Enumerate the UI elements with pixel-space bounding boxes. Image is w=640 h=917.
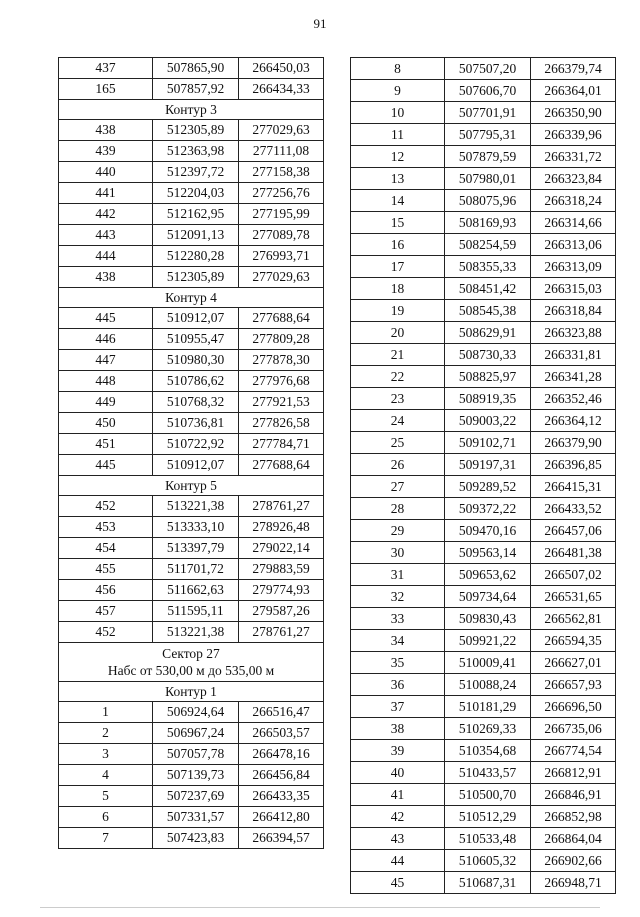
- x-coordinate-cell: 509734,64: [445, 586, 531, 608]
- table-row: [59, 807, 324, 828]
- point-number-cell: 43: [351, 828, 445, 850]
- point-number-cell: 29: [351, 520, 445, 542]
- table-row: [351, 212, 616, 234]
- table-row: [351, 410, 616, 432]
- x-coordinate-cell: 509921,22: [445, 630, 531, 652]
- y-coordinate-cell: 279774,93: [239, 580, 324, 601]
- point-number-cell: 44: [351, 850, 445, 872]
- table-row: [351, 102, 616, 124]
- y-coordinate-cell: 266364,12: [531, 410, 616, 432]
- x-coordinate-cell: 510533,48: [445, 828, 531, 850]
- point-number-cell: 8: [351, 58, 445, 80]
- y-coordinate-cell: 266396,85: [531, 454, 616, 476]
- table-row: [351, 740, 616, 762]
- x-coordinate-cell: 509289,52: [445, 476, 531, 498]
- y-coordinate-cell: 266364,01: [531, 80, 616, 102]
- table-row: [59, 350, 324, 371]
- point-number-cell: 9: [351, 80, 445, 102]
- point-number-cell: 26: [351, 454, 445, 476]
- point-number-cell: 38: [351, 718, 445, 740]
- y-coordinate-cell: 266902,66: [531, 850, 616, 872]
- point-number-cell: 45: [351, 872, 445, 894]
- table-row: [59, 538, 324, 559]
- x-coordinate-cell: 507057,78: [153, 744, 239, 765]
- point-number-cell: 39: [351, 740, 445, 762]
- point-number-cell: 21: [351, 344, 445, 366]
- x-coordinate-cell: 508629,91: [445, 322, 531, 344]
- table-row: [351, 344, 616, 366]
- contour-header-row: [59, 288, 324, 308]
- x-coordinate-cell: 510605,32: [445, 850, 531, 872]
- x-coordinate-cell: 513333,10: [153, 517, 239, 538]
- x-coordinate-cell: 510768,32: [153, 392, 239, 413]
- table-row: [351, 454, 616, 476]
- table-row: [351, 256, 616, 278]
- contour-header-row: [59, 476, 324, 496]
- point-number-cell: 41: [351, 784, 445, 806]
- point-number-cell: 16: [351, 234, 445, 256]
- y-coordinate-cell: 266379,74: [531, 58, 616, 80]
- point-number-cell: 15: [351, 212, 445, 234]
- y-coordinate-cell: 266594,35: [531, 630, 616, 652]
- x-coordinate-cell: 513397,79: [153, 538, 239, 559]
- point-number-cell: 25: [351, 432, 445, 454]
- table-row: [351, 718, 616, 740]
- table-row: [59, 141, 324, 162]
- x-coordinate-cell: 506967,24: [153, 723, 239, 744]
- contour-header: Контур 5: [59, 476, 324, 496]
- y-coordinate-cell: 266948,71: [531, 872, 616, 894]
- x-coordinate-cell: 508355,33: [445, 256, 531, 278]
- x-coordinate-cell: 507237,69: [153, 786, 239, 807]
- y-coordinate-cell: 266315,03: [531, 278, 616, 300]
- left-coordinates-table: [58, 57, 324, 849]
- x-coordinate-cell: 506924,64: [153, 702, 239, 723]
- point-number-cell: 454: [59, 538, 153, 559]
- y-coordinate-cell: 266394,57: [239, 828, 324, 849]
- table-row: [351, 366, 616, 388]
- table-row: [59, 308, 324, 329]
- point-number-cell: 23: [351, 388, 445, 410]
- point-number-cell: 28: [351, 498, 445, 520]
- table-row: [351, 300, 616, 322]
- table-row: [351, 58, 616, 80]
- table-row: [59, 496, 324, 517]
- table-row: [351, 674, 616, 696]
- y-coordinate-cell: 277784,71: [239, 434, 324, 455]
- x-coordinate-cell: 508919,35: [445, 388, 531, 410]
- x-coordinate-cell: 508730,33: [445, 344, 531, 366]
- sector-header-row: [59, 643, 324, 682]
- y-coordinate-cell: 278761,27: [239, 622, 324, 643]
- point-number-cell: 451: [59, 434, 153, 455]
- y-coordinate-cell: 266314,66: [531, 212, 616, 234]
- point-number-cell: 442: [59, 204, 153, 225]
- x-coordinate-cell: 511595,11: [153, 601, 239, 622]
- x-coordinate-cell: 509197,31: [445, 454, 531, 476]
- x-coordinate-cell: 507795,31: [445, 124, 531, 146]
- point-number-cell: 3: [59, 744, 153, 765]
- table-row: [351, 806, 616, 828]
- x-coordinate-cell: 509563,14: [445, 542, 531, 564]
- x-coordinate-cell: 513221,38: [153, 622, 239, 643]
- point-number-cell: 13: [351, 168, 445, 190]
- y-coordinate-cell: 277256,76: [239, 183, 324, 204]
- point-number-cell: 449: [59, 392, 153, 413]
- table-row: [351, 586, 616, 608]
- x-coordinate-cell: 508075,96: [445, 190, 531, 212]
- table-row: [351, 696, 616, 718]
- table-row: [351, 784, 616, 806]
- y-coordinate-cell: 279022,14: [239, 538, 324, 559]
- y-coordinate-cell: 266331,72: [531, 146, 616, 168]
- x-coordinate-cell: 509102,71: [445, 432, 531, 454]
- y-coordinate-cell: 266450,03: [239, 58, 324, 79]
- point-number-cell: 19: [351, 300, 445, 322]
- y-coordinate-cell: 266852,98: [531, 806, 616, 828]
- y-coordinate-cell: 266379,90: [531, 432, 616, 454]
- table-row: [351, 564, 616, 586]
- x-coordinate-cell: 512280,28: [153, 246, 239, 267]
- point-number-cell: 12: [351, 146, 445, 168]
- page-number: 91: [313, 16, 327, 31]
- y-coordinate-cell: 277809,28: [239, 329, 324, 350]
- point-number-cell: 457: [59, 601, 153, 622]
- x-coordinate-cell: 512305,89: [153, 267, 239, 288]
- point-number-cell: 5: [59, 786, 153, 807]
- table-row: [351, 850, 616, 872]
- x-coordinate-cell: 508545,38: [445, 300, 531, 322]
- table-row: [59, 371, 324, 392]
- table-row: [351, 388, 616, 410]
- x-coordinate-cell: 511701,72: [153, 559, 239, 580]
- x-coordinate-cell: 507879,59: [445, 146, 531, 168]
- x-coordinate-cell: 509830,43: [445, 608, 531, 630]
- table-row: [59, 702, 324, 723]
- x-coordinate-cell: 507980,01: [445, 168, 531, 190]
- y-coordinate-cell: 276993,71: [239, 246, 324, 267]
- y-coordinate-cell: 266457,06: [531, 520, 616, 542]
- y-coordinate-cell: 266562,81: [531, 608, 616, 630]
- table-row: [59, 267, 324, 288]
- point-number-cell: 40: [351, 762, 445, 784]
- y-coordinate-cell: 277878,30: [239, 350, 324, 371]
- y-coordinate-cell: 277921,53: [239, 392, 324, 413]
- right-coordinates-table: [350, 57, 616, 894]
- y-coordinate-cell: 266478,16: [239, 744, 324, 765]
- x-coordinate-cell: 510181,29: [445, 696, 531, 718]
- y-coordinate-cell: 266503,57: [239, 723, 324, 744]
- point-number-cell: 36: [351, 674, 445, 696]
- table-row: [351, 322, 616, 344]
- y-coordinate-cell: 266774,54: [531, 740, 616, 762]
- y-coordinate-cell: 266657,93: [531, 674, 616, 696]
- table-row: [59, 517, 324, 538]
- x-coordinate-cell: 510912,07: [153, 308, 239, 329]
- x-coordinate-cell: 510955,47: [153, 329, 239, 350]
- table-row: [351, 630, 616, 652]
- point-number-cell: 452: [59, 496, 153, 517]
- table-row: [59, 622, 324, 643]
- point-number-cell: 30: [351, 542, 445, 564]
- y-coordinate-cell: 266507,02: [531, 564, 616, 586]
- y-coordinate-cell: 266696,50: [531, 696, 616, 718]
- x-coordinate-cell: 510912,07: [153, 455, 239, 476]
- x-coordinate-cell: 507865,90: [153, 58, 239, 79]
- point-number-cell: 444: [59, 246, 153, 267]
- y-coordinate-cell: 266434,33: [239, 79, 324, 100]
- x-coordinate-cell: 513221,38: [153, 496, 239, 517]
- point-number-cell: 33: [351, 608, 445, 630]
- x-coordinate-cell: 509653,62: [445, 564, 531, 586]
- point-number-cell: 446: [59, 329, 153, 350]
- table-row: [351, 520, 616, 542]
- x-coordinate-cell: 508169,93: [445, 212, 531, 234]
- x-coordinate-cell: 507423,83: [153, 828, 239, 849]
- point-number-cell: 447: [59, 350, 153, 371]
- sector-header-line: Набс от 530,00 м до 535,00 м: [107, 663, 275, 678]
- y-coordinate-cell: 266318,24: [531, 190, 616, 212]
- table-row: [351, 432, 616, 454]
- y-coordinate-cell: 277111,08: [239, 141, 324, 162]
- table-row: [59, 559, 324, 580]
- point-number-cell: 450: [59, 413, 153, 434]
- x-coordinate-cell: 512091,13: [153, 225, 239, 246]
- x-coordinate-cell: 510736,81: [153, 413, 239, 434]
- table-row: [351, 124, 616, 146]
- point-number-cell: 34: [351, 630, 445, 652]
- table-row: [351, 190, 616, 212]
- x-coordinate-cell: 508254,59: [445, 234, 531, 256]
- point-number-cell: 22: [351, 366, 445, 388]
- point-number-cell: 42: [351, 806, 445, 828]
- y-coordinate-cell: 266350,90: [531, 102, 616, 124]
- point-number-cell: 4: [59, 765, 153, 786]
- contour-header: Контур 3: [59, 100, 324, 120]
- point-number-cell: 440: [59, 162, 153, 183]
- table-row: [59, 413, 324, 434]
- point-number-cell: 2: [59, 723, 153, 744]
- y-coordinate-cell: 266323,88: [531, 322, 616, 344]
- y-coordinate-cell: 266415,31: [531, 476, 616, 498]
- point-number-cell: 11: [351, 124, 445, 146]
- contour-header-row: [59, 682, 324, 702]
- y-coordinate-cell: 266313,06: [531, 234, 616, 256]
- y-coordinate-cell: 266846,91: [531, 784, 616, 806]
- point-number-cell: 448: [59, 371, 153, 392]
- point-number-cell: 456: [59, 580, 153, 601]
- point-number-cell: 452: [59, 622, 153, 643]
- y-coordinate-cell: 277029,63: [239, 267, 324, 288]
- table-row: [351, 168, 616, 190]
- y-coordinate-cell: 266313,09: [531, 256, 616, 278]
- y-coordinate-cell: 266456,84: [239, 765, 324, 786]
- y-coordinate-cell: 277688,64: [239, 455, 324, 476]
- table-row: [59, 58, 324, 79]
- sector-header-line: Сектор 27: [162, 646, 220, 661]
- point-number-cell: 31: [351, 564, 445, 586]
- point-number-cell: 14: [351, 190, 445, 212]
- x-coordinate-cell: 511662,63: [153, 580, 239, 601]
- x-coordinate-cell: 507606,70: [445, 80, 531, 102]
- x-coordinate-cell: 510500,70: [445, 784, 531, 806]
- y-coordinate-cell: 277826,58: [239, 413, 324, 434]
- x-coordinate-cell: 510433,57: [445, 762, 531, 784]
- y-coordinate-cell: 266352,46: [531, 388, 616, 410]
- table-row: [59, 786, 324, 807]
- y-coordinate-cell: 277158,38: [239, 162, 324, 183]
- y-coordinate-cell: 266531,65: [531, 586, 616, 608]
- table-row: [59, 744, 324, 765]
- table-row: [351, 828, 616, 850]
- table-row: [59, 723, 324, 744]
- table-row: [59, 246, 324, 267]
- sector-header: [59, 643, 324, 682]
- y-coordinate-cell: 266812,91: [531, 762, 616, 784]
- scan-edge-line: [40, 907, 600, 908]
- table-row: [59, 580, 324, 601]
- table-row: [59, 120, 324, 141]
- x-coordinate-cell: 509372,22: [445, 498, 531, 520]
- x-coordinate-cell: 507331,57: [153, 807, 239, 828]
- point-number-cell: 453: [59, 517, 153, 538]
- table-row: [59, 204, 324, 225]
- x-coordinate-cell: 510722,92: [153, 434, 239, 455]
- y-coordinate-cell: 266318,84: [531, 300, 616, 322]
- y-coordinate-cell: 279883,59: [239, 559, 324, 580]
- x-coordinate-cell: 509470,16: [445, 520, 531, 542]
- table-row: [59, 392, 324, 413]
- y-coordinate-cell: 277976,68: [239, 371, 324, 392]
- x-coordinate-cell: 509003,22: [445, 410, 531, 432]
- table-row: [351, 146, 616, 168]
- point-number-cell: 32: [351, 586, 445, 608]
- x-coordinate-cell: 507139,73: [153, 765, 239, 786]
- point-number-cell: 1: [59, 702, 153, 723]
- y-coordinate-cell: 266339,96: [531, 124, 616, 146]
- y-coordinate-cell: 266735,06: [531, 718, 616, 740]
- y-coordinate-cell: 266331,81: [531, 344, 616, 366]
- point-number-cell: 445: [59, 308, 153, 329]
- y-coordinate-cell: 277089,78: [239, 225, 324, 246]
- point-number-cell: 445: [59, 455, 153, 476]
- point-number-cell: 35: [351, 652, 445, 674]
- y-coordinate-cell: 266433,35: [239, 786, 324, 807]
- table-row: [59, 601, 324, 622]
- point-number-cell: 439: [59, 141, 153, 162]
- table-row: [59, 828, 324, 849]
- x-coordinate-cell: 512204,03: [153, 183, 239, 204]
- point-number-cell: 24: [351, 410, 445, 432]
- point-number-cell: 20: [351, 322, 445, 344]
- table-row: [59, 79, 324, 100]
- x-coordinate-cell: 510354,68: [445, 740, 531, 762]
- table-row: [351, 542, 616, 564]
- y-coordinate-cell: 277688,64: [239, 308, 324, 329]
- x-coordinate-cell: 510269,33: [445, 718, 531, 740]
- x-coordinate-cell: 510088,24: [445, 674, 531, 696]
- y-coordinate-cell: 266627,01: [531, 652, 616, 674]
- table-row: [351, 80, 616, 102]
- point-number-cell: 27: [351, 476, 445, 498]
- x-coordinate-cell: 512397,72: [153, 162, 239, 183]
- y-coordinate-cell: 266864,04: [531, 828, 616, 850]
- x-coordinate-cell: 507857,92: [153, 79, 239, 100]
- table-row: [59, 329, 324, 350]
- point-number-cell: 441: [59, 183, 153, 204]
- contour-header: Контур 1: [59, 682, 324, 702]
- table-row: [351, 872, 616, 894]
- x-coordinate-cell: 512305,89: [153, 120, 239, 141]
- x-coordinate-cell: 510786,62: [153, 371, 239, 392]
- point-number-cell: 10: [351, 102, 445, 124]
- y-coordinate-cell: 278926,48: [239, 517, 324, 538]
- point-number-cell: 18: [351, 278, 445, 300]
- point-number-cell: 438: [59, 267, 153, 288]
- x-coordinate-cell: 512363,98: [153, 141, 239, 162]
- y-coordinate-cell: 277195,99: [239, 204, 324, 225]
- y-coordinate-cell: 277029,63: [239, 120, 324, 141]
- table-row: [351, 278, 616, 300]
- y-coordinate-cell: 266516,47: [239, 702, 324, 723]
- y-coordinate-cell: 266341,28: [531, 366, 616, 388]
- table-row: [351, 652, 616, 674]
- point-number-cell: 37: [351, 696, 445, 718]
- table-row: [351, 498, 616, 520]
- x-coordinate-cell: 512162,95: [153, 204, 239, 225]
- point-number-cell: 443: [59, 225, 153, 246]
- table-row: [59, 434, 324, 455]
- table-row: [59, 225, 324, 246]
- point-number-cell: 7: [59, 828, 153, 849]
- x-coordinate-cell: 510009,41: [445, 652, 531, 674]
- y-coordinate-cell: 279587,26: [239, 601, 324, 622]
- point-number-cell: 438: [59, 120, 153, 141]
- x-coordinate-cell: 510980,30: [153, 350, 239, 371]
- contour-header-row: [59, 100, 324, 120]
- y-coordinate-cell: 266433,52: [531, 498, 616, 520]
- x-coordinate-cell: 510687,31: [445, 872, 531, 894]
- x-coordinate-cell: 507701,91: [445, 102, 531, 124]
- table-row: [59, 765, 324, 786]
- point-number-cell: 6: [59, 807, 153, 828]
- table-row: [59, 455, 324, 476]
- y-coordinate-cell: 278761,27: [239, 496, 324, 517]
- point-number-cell: 165: [59, 79, 153, 100]
- table-row: [351, 476, 616, 498]
- x-coordinate-cell: 510512,29: [445, 806, 531, 828]
- y-coordinate-cell: 266412,80: [239, 807, 324, 828]
- x-coordinate-cell: 508451,42: [445, 278, 531, 300]
- point-number-cell: 455: [59, 559, 153, 580]
- table-row: [351, 234, 616, 256]
- y-coordinate-cell: 266323,84: [531, 168, 616, 190]
- y-coordinate-cell: 266481,38: [531, 542, 616, 564]
- table-row: [59, 183, 324, 204]
- x-coordinate-cell: 508825,97: [445, 366, 531, 388]
- table-row: [59, 162, 324, 183]
- x-coordinate-cell: 507507,20: [445, 58, 531, 80]
- point-number-cell: 437: [59, 58, 153, 79]
- table-row: [351, 608, 616, 630]
- contour-header: Контур 4: [59, 288, 324, 308]
- table-row: [351, 762, 616, 784]
- point-number-cell: 17: [351, 256, 445, 278]
